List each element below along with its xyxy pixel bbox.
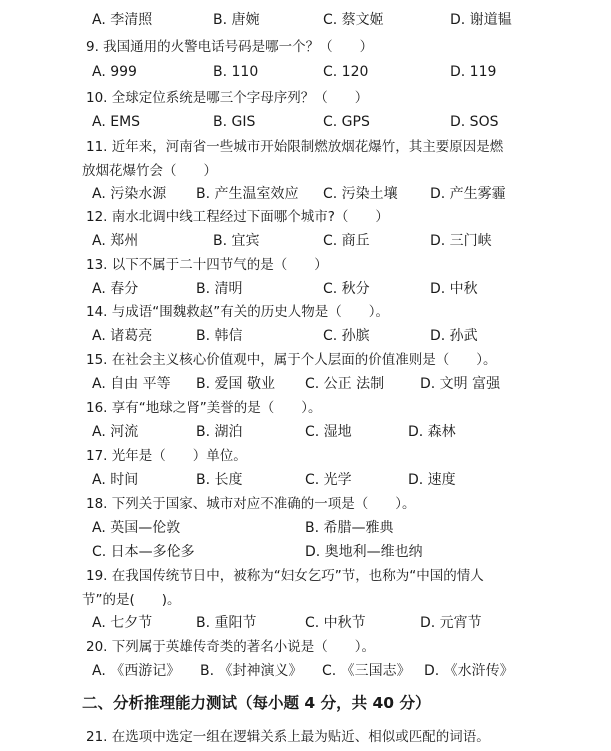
q17-option-a: A. 时间 — [92, 472, 139, 488]
q12-option-b: B. 宜宾 — [213, 233, 260, 249]
q15-option-c: C. 公正 法制 — [305, 376, 385, 392]
q20-option-a: A. 《西游记》 — [92, 663, 181, 679]
q17-option-d: D. 速度 — [408, 472, 456, 488]
q12-option-c: C. 商丘 — [323, 233, 370, 249]
q17-question: 17. 光年是（ ）单位。 — [86, 448, 247, 464]
q19-option-d: D. 元宵节 — [420, 615, 482, 631]
q15-option-d: D. 文明 富强 — [420, 376, 501, 392]
q18-option-c: C. 日本—多伦多 — [92, 544, 195, 560]
q13-option-d: D. 中秋 — [430, 281, 478, 297]
q14-option-c: C. 孙膑 — [323, 328, 370, 344]
q9-option-d: D. 119 — [450, 64, 497, 80]
section-2-heading: 二、分析推理能力测试（每小题 4 分，共 40 分） — [82, 694, 431, 712]
q12-question: 12. 南水北调中线工程经过下面哪个城市?（ ） — [86, 209, 389, 225]
q11-question-line2: 放烟花爆竹会（ ） — [82, 163, 217, 179]
q16-question: 16. 享有“地球之肾”美誉的是（ ）。 — [86, 400, 322, 416]
q10-option-c: C. GPS — [323, 114, 370, 130]
q11-question-line1: 11. 近年来，河南省一些城市开始限制燃放烟花爆竹，其主要原因是燃 — [86, 139, 504, 155]
q16-option-d: D. 森林 — [408, 424, 456, 440]
q10-question: 10. 全球定位系统是哪三个字母序列？（ ） — [86, 90, 369, 106]
q8-option-c: C. 蔡文姬 — [323, 12, 384, 28]
q17-option-c: C. 光学 — [305, 472, 352, 488]
q18-question: 18. 下列关于国家、城市对应不准确的一项是（ ）。 — [86, 496, 416, 512]
q20-option-c: C. 《三国志》 — [322, 663, 411, 679]
q9-question: 9. 我国通用的火警电话号码是哪一个？（ ） — [86, 39, 374, 55]
q8-option-d: D. 谢道韫 — [450, 12, 512, 28]
q19-question-line1: 19. 在我国传统节日中，被称为“妇女乞巧”节，也称为“中国的情人 — [86, 568, 484, 584]
q20-option-d: D. 《水浒传》 — [424, 663, 514, 679]
q14-option-a: A. 诸葛亮 — [92, 328, 153, 344]
q20-question: 20. 下列属于英雄传奇类的著名小说是（ ）。 — [86, 639, 376, 655]
q13-option-b: B. 清明 — [196, 281, 243, 297]
q16-option-b: B. 湖泊 — [196, 424, 243, 440]
q18-option-d: D. 奥地利—维也纳 — [305, 544, 423, 560]
q19-option-b: B. 重阳节 — [196, 615, 257, 631]
q15-option-a: A. 自由 平等 — [92, 376, 171, 392]
q18-option-b: B. 希腊—雅典 — [305, 520, 394, 536]
q19-question-line2: 节”的是( )。 — [82, 592, 181, 608]
q14-question: 14. 与成语“围魏救赵”有关的历史人物是（ ）。 — [86, 304, 389, 320]
q13-option-a: A. 春分 — [92, 281, 139, 297]
q20-option-b: B. 《封神演义》 — [200, 663, 303, 679]
q9-option-b: B. 110 — [213, 64, 259, 80]
q9-option-a: A. 999 — [92, 64, 137, 80]
q10-option-b: B. GIS — [213, 114, 256, 130]
q8-option-a: A. 李清照 — [92, 12, 153, 28]
q11-option-d: D. 产生雾霾 — [430, 186, 506, 202]
q9-option-c: C. 120 — [323, 64, 369, 80]
q12-option-d: D. 三门峡 — [430, 233, 492, 249]
q19-option-a: A. 七夕节 — [92, 615, 153, 631]
q15-question: 15. 在社会主义核心价值观中，属于个人层面的价值准则是（ ）。 — [86, 352, 497, 368]
q10-option-d: D. SOS — [450, 114, 499, 130]
q11-option-c: C. 污染土壤 — [323, 186, 398, 202]
q21-question: 21. 在选项中选定一组在逻辑关系上最为贴近、相似或匹配的词语。 — [86, 729, 490, 745]
q16-option-c: C. 湿地 — [305, 424, 352, 440]
q18-option-a: A. 英国—伦敦 — [92, 520, 181, 536]
q17-option-b: B. 长度 — [196, 472, 243, 488]
q11-option-a: A. 污染水源 — [92, 186, 167, 202]
q16-option-a: A. 河流 — [92, 424, 139, 440]
q8-option-b: B. 唐婉 — [213, 12, 260, 28]
q14-option-b: B. 韩信 — [196, 328, 243, 344]
q13-option-c: C. 秋分 — [323, 281, 370, 297]
q13-question: 13. 以下不属于二十四节气的是（ ） — [86, 257, 328, 273]
q19-option-c: C. 中秋节 — [305, 615, 366, 631]
q15-option-b: B. 爱国 敬业 — [196, 376, 275, 392]
q10-option-a: A. EMS — [92, 114, 141, 130]
q11-option-b: B. 产生温室效应 — [196, 186, 299, 202]
q14-option-d: D. 孙武 — [430, 328, 478, 344]
q12-option-a: A. 郑州 — [92, 233, 139, 249]
